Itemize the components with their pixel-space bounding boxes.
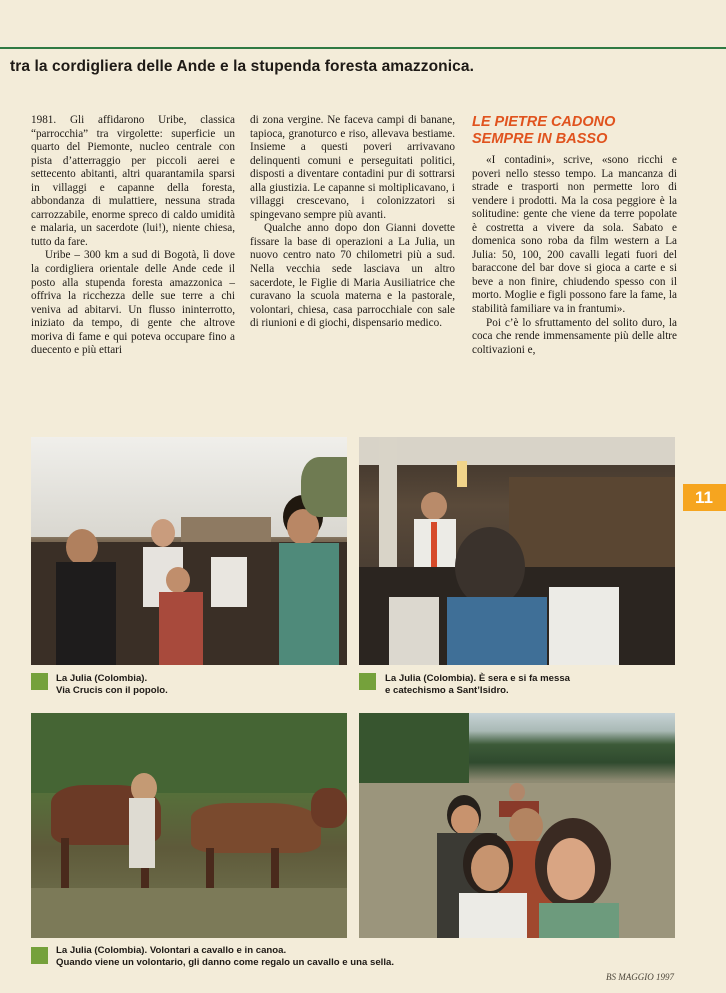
caption-line: La Julia (Colombia). È sera e si fa messa <box>385 673 571 684</box>
red-stole <box>431 522 437 572</box>
child-red-shirt <box>159 592 203 665</box>
top-rule <box>0 47 726 49</box>
face <box>166 567 190 593</box>
wooden-wall <box>509 477 675 567</box>
caption-via-crucis <box>56 673 168 697</box>
person-standing <box>129 798 155 868</box>
photo-via-crucis <box>31 437 347 665</box>
paragraph: Qualche anno dopo don Gianni dovette fissare la base di operazioni a La Julia, un nuovo centro nato 70 chilometri più a sud. Nella vecchia sede lasciava un altro sacerdote, le Figlie di Maria Ausiliatrice che curavano la scuola materna e la pastorale, volontari, chiesa, casa parrocchiale con sale di riunioni e di giochi, dispensario medico. <box>250 222 455 330</box>
woman-head <box>455 527 525 607</box>
caption-marker <box>359 673 376 690</box>
paragraph: 1981. Gli affidarono Uribe, classica “parrocchia” tra virgolette: superficie un quarto del Piemonte, nucleo centrale con pista d’atterraggio per piccoli aerei e settecento abitanti, altri quarantamila sparsi in villaggi e capanne della foresta, abbondanza di mulattiere, nessuna strada carrozzabile, enorme spreco di caldo umidità e malaria, un sacerdote (lui!), niente chiesa, tutto da fare. <box>31 114 235 248</box>
paragraph: «I contadini», scrive, «sono ricchi e poveri nello stesso tempo. La mancanza di strade e trasporti non permette loro di vendere i prodotti. Ma la cosa peggiore è la solitudine: gente che viene da terre popolate è costretta a vivere da sola. Sabato e domenica sono roba da film western a La Julia: 50, 100, 200 cavalli legati fuori del baraccone del bar dove si gioca a carte e si beve a non finire, chiudendo spesso con il morto. Moglie e figli possono fare la fame, la stabilità familiare va in frantumi». <box>472 154 677 316</box>
face <box>421 492 447 520</box>
riverbank-trees <box>359 713 469 783</box>
folio: BS MAGGIO 1997 <box>606 972 674 982</box>
photo-horses <box>31 713 347 938</box>
paragraph: Poi c’è lo sfruttamento del solito duro, la coca che rende immensamente più delle altre coltivazioni e, <box>472 316 677 356</box>
paragraph: Uribe – 300 km a sud di Bogotà, lì dove la cordigliera orientale delle Ande cede il posto alla stupenda foresta amazzonica – offriva la ricchezza delle sue terre a chi veniva ad abitarvi. Un flusso ininterrotto, iniziato da tempo, di gente che altrove moriva di fame e qui poteva occupare fino a duecento e più ettari <box>31 249 235 357</box>
caption-evening-mass <box>385 673 570 697</box>
person-white-shirt <box>549 587 619 665</box>
article-subtitle: tra la cordigliera delle Ande e la stupenda foresta amazzonica. <box>10 58 474 75</box>
face <box>66 529 98 565</box>
text-column-3 <box>472 114 677 357</box>
roof-beam <box>359 437 675 465</box>
text-column-2 <box>250 114 455 331</box>
caption-line: Quando viene un volontario, gli danno come regalo un cavallo e una sella. <box>56 957 394 968</box>
white-shirt <box>459 893 527 938</box>
river-water <box>31 888 347 938</box>
face <box>451 805 479 835</box>
text-column-1 <box>31 114 235 358</box>
face <box>471 845 509 891</box>
section-headline <box>472 114 677 148</box>
caption-line: La Julia (Colombia). <box>56 673 148 684</box>
caption-line: Via Crucis con il popolo. <box>56 685 168 696</box>
face <box>509 783 525 801</box>
tree <box>301 457 347 517</box>
blue-jacket <box>447 597 547 665</box>
photo-evening-mass <box>359 437 675 665</box>
lantern <box>457 461 467 487</box>
face <box>547 838 595 900</box>
paragraph: di zona vergine. Ne faceva campi di banane, tapioca, granoturco e riso, allevava bestiame. Insieme a questi poveri arrivavano delinquenti comuni e perseguitati politici, disposti a diventare contadini pur di sottrarsi alla giustizia. Le capanne si moltiplicavano, i villaggi crescevano, i colonizzatori si spingevano sempre più avanti. <box>250 114 455 221</box>
forest-canopy <box>31 713 347 793</box>
person-white-shirt <box>211 557 247 607</box>
face <box>151 519 175 547</box>
person-teal-shirt <box>279 543 339 665</box>
person-dark-shirt <box>56 562 116 665</box>
caption-volunteers <box>56 945 394 969</box>
caption-marker <box>31 673 48 690</box>
headline-line-1: LE PIETRE CADONO <box>472 114 616 130</box>
horse-head <box>311 788 347 828</box>
photo-canoe <box>359 713 675 938</box>
page-number-tab: 11 <box>683 484 726 511</box>
caption-marker <box>31 947 48 964</box>
face <box>509 808 543 844</box>
headline-line-2: SEMPRE IN BASSO <box>472 131 608 147</box>
green-shirt <box>539 903 619 938</box>
horse-2 <box>191 803 321 853</box>
person-light-shirt <box>389 597 439 665</box>
caption-line: e catechismo a Sant’Isidro. <box>385 685 509 696</box>
horse-leg <box>61 838 69 893</box>
caption-line: La Julia (Colombia). Volontari a cavallo e in canoa. <box>56 945 287 956</box>
